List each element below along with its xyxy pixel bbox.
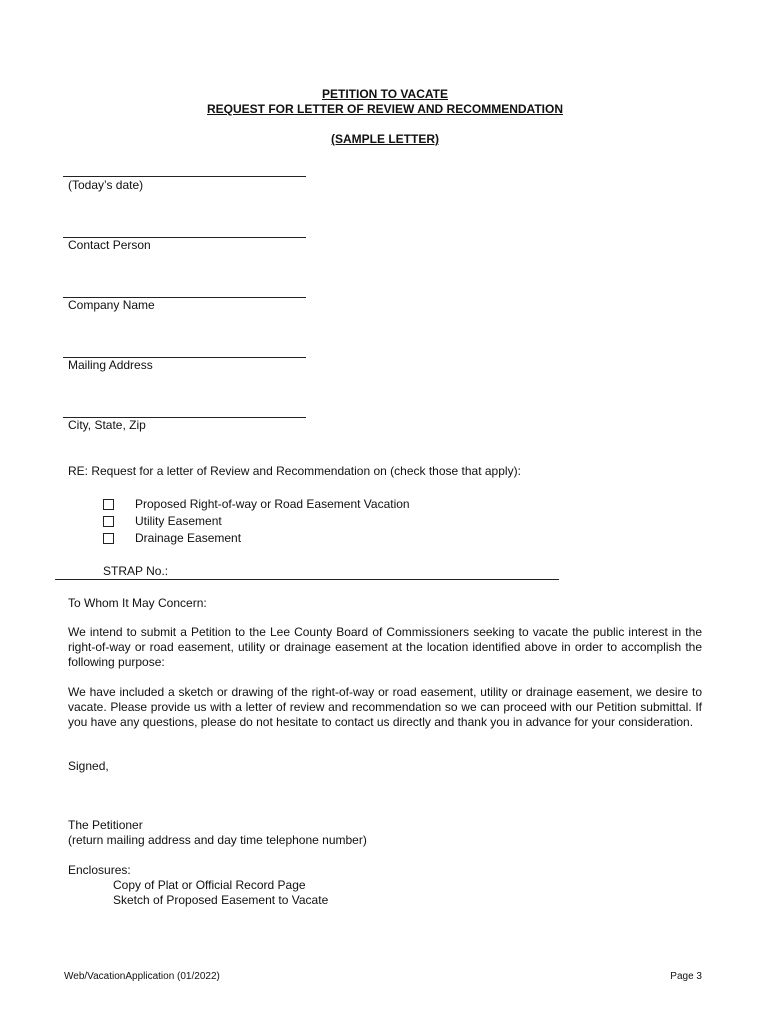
company-name-label: Company Name xyxy=(68,298,155,312)
document-subtitle: REQUEST FOR LETTER OF REVIEW AND RECOMMENDATION xyxy=(207,102,563,116)
mailing-address-label: Mailing Address xyxy=(68,358,153,372)
utility-easement-checkbox[interactable] xyxy=(103,516,114,527)
drainage-easement-label: Drainage Easement xyxy=(135,531,242,545)
option-row-drainage-easement xyxy=(103,531,241,545)
date-label: (Today’s date) xyxy=(68,178,144,192)
footer-form-id: Web/VacationApplication (01/2022) xyxy=(64,971,220,982)
road-easement-checkbox[interactable] xyxy=(103,499,114,510)
contact-person-label: Contact Person xyxy=(68,238,151,252)
paragraph-request: We have included a sketch or drawing of the right-of-way or road easement, utility or drainage easement, we desire to vacate. Please provide us with a letter of review and recommendation so we can proceed with our Petition submittal. If you have any questions, please do not hesitate to contact us directly and thank you in advance for your consideration. xyxy=(68,685,702,729)
salutation: To Whom It May Concern: xyxy=(68,596,207,610)
signed-label: Signed, xyxy=(68,759,109,773)
petitioner-label: The Petitioner xyxy=(68,818,143,832)
enclosure-item: Copy of Plat or Official Record Page xyxy=(113,878,306,892)
utility-easement-label: Utility Easement xyxy=(135,514,222,528)
paragraph-purpose: We intend to submit a Petition to the Lee County Board of Commissioners seeking to vacate the public interest in the right-of-way or road easement, utility or drainage easement at the location identified above in order to accomplish the following purpose: xyxy=(68,625,702,669)
re-line: RE: Request for a letter of Review and Recommendation on (check those that apply): xyxy=(68,464,521,478)
petitioner-note: (return mailing address and day time telephone number) xyxy=(68,833,367,847)
footer-page-number: Page 3 xyxy=(670,971,702,982)
option-row-road-easement xyxy=(103,497,410,511)
city-state-zip-label: City, State, Zip xyxy=(68,418,146,432)
strap-label: STRAP No.: xyxy=(103,564,169,578)
document-title: PETITION TO VACATE xyxy=(321,87,448,101)
option-row-utility-easement xyxy=(103,514,222,528)
strap-line[interactable] xyxy=(55,579,559,580)
date-line[interactable] xyxy=(63,176,306,177)
drainage-easement-checkbox[interactable] xyxy=(103,533,114,544)
enclosures-label: Enclosures: xyxy=(68,863,131,877)
enclosure-item: Sketch of Proposed Easement to Vacate xyxy=(113,893,329,907)
sample-letter-label: (SAMPLE LETTER) xyxy=(331,132,439,146)
road-easement-label: Proposed Right-of-way or Road Easement Vacation xyxy=(135,497,410,511)
